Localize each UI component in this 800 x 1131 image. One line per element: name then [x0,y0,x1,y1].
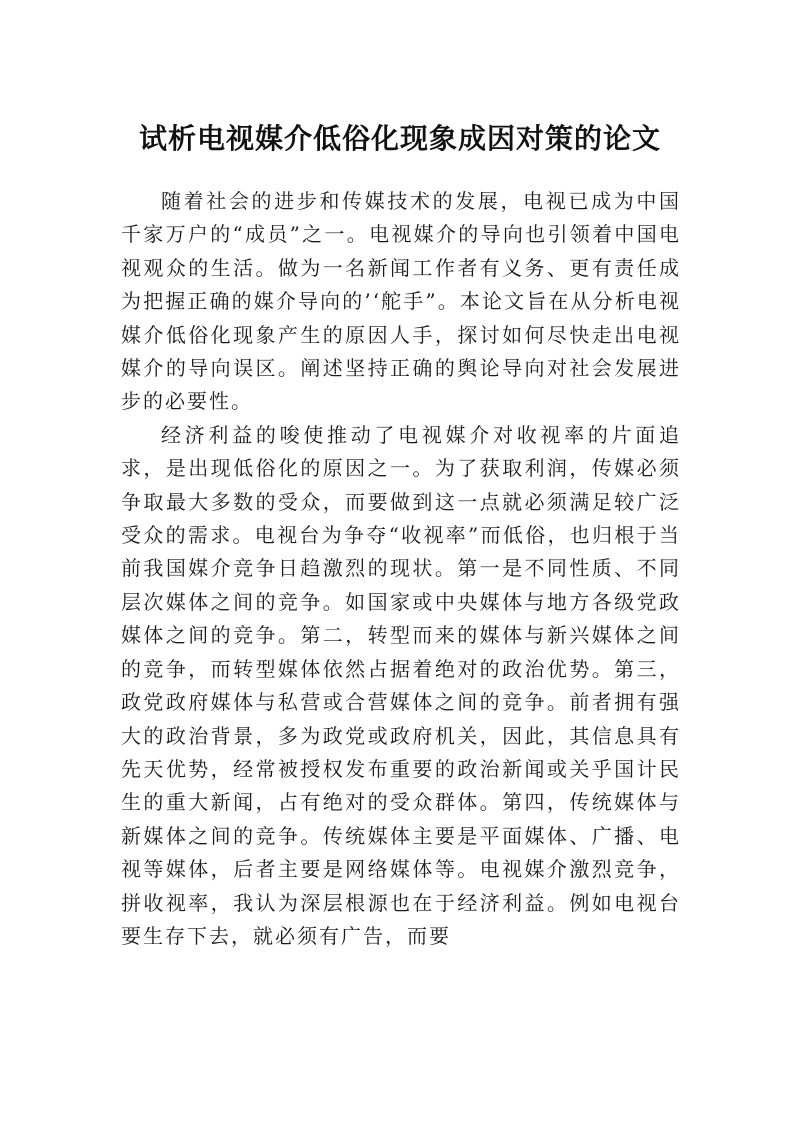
paragraph-2: 经济利益的唆使推动了电视媒介对收视率的片面追求，是出现低俗化的原因之一。为了获取利润，传媒必须争取最大多数的受众，而要做到这一点就必须满足较广泛受众的需求。电视台为争夺“收视率”而低俗，也归根于当前我国媒介竞争日趋激烈的现状。第一是不同性质、不同层次媒体之间的竞争。如国家或中央媒体与地方各级党政媒体之间的竞争。第二，转型而来的媒体与新兴媒体之间的竞争，而转型媒体依然占据着绝对的政治优势。第三，政党政府媒体与私营或合营媒体之间的竞争。前者拥有强大的政治背景，多为政党或政府机关，因此，其信息具有先天优势，经常被授权发布重要的政治新闻或关乎国计民生的重大新闻，占有绝对的受众群体。第四，传统媒体与新媒体之间的竞争。传统媒体主要是平面媒体、广播、电视等媒体，后者主要是网络媒体等。电视媒介激烈竞争，拼收视率，我认为深层根源也在于经济利益。例如电视台要生存下去，就必须有广告，而要 [121,422,681,948]
document-title: 试析电视媒介低俗化现象成因对策的论文 [138,121,661,155]
paragraph-1: 随着社会的进步和传媒技术的发展，电视已成为中国千家万户的“成员”之一。电视媒介的导向也引领着中国电视观众的生活。做为一名新闻工作者有义务、更有责任成为把握正确的媒介导向的’‘舵手”。本论文旨在从分析电视媒介低俗化现象产生的原因人手，探讨如何尽快走出电视媒介的导向误区。阐述坚持正确的舆论导向对社会发展进步的必要性。 [121,189,681,414]
document-body [121,185,681,953]
